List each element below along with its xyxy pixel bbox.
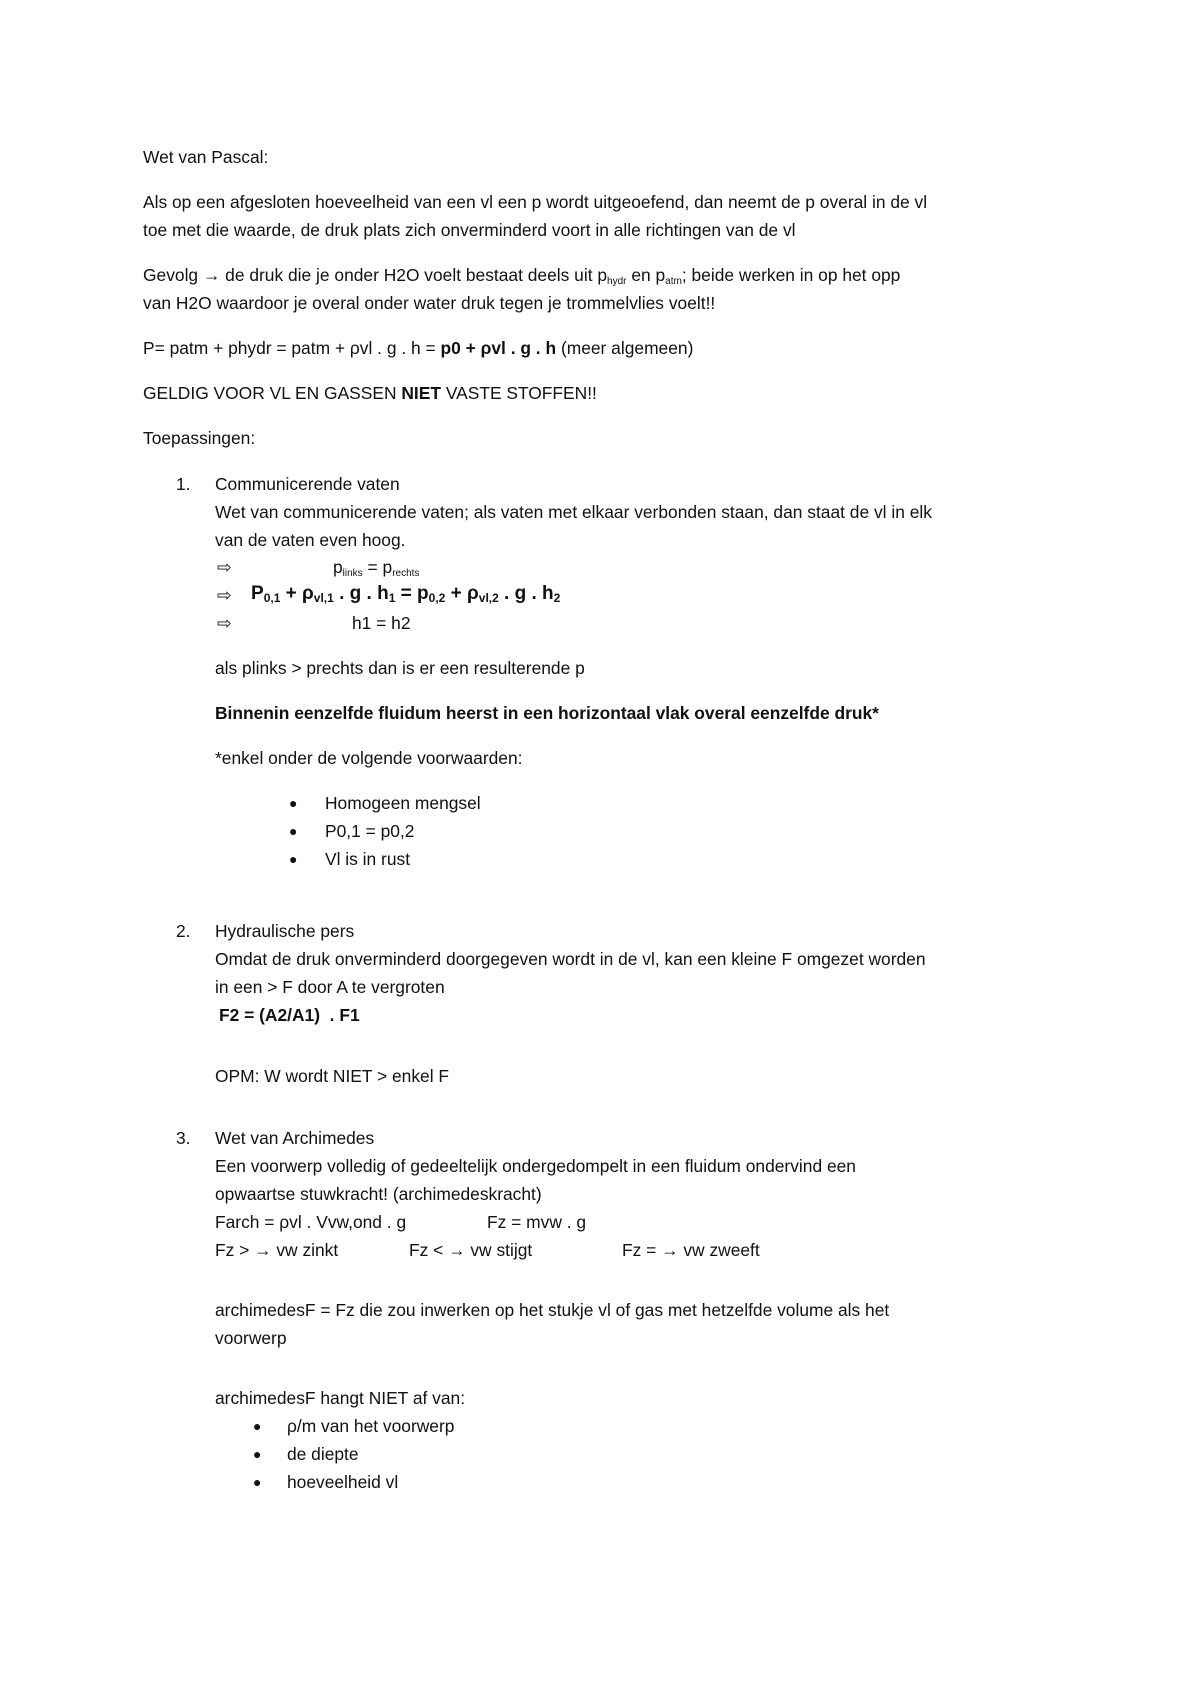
- item-3-desc-2: opwaartse stuwkracht! (archimedeskracht): [215, 1184, 542, 1204]
- case-rises: Fz < → vw stijgt: [409, 1240, 533, 1260]
- page-title: Wet van Pascal:: [143, 147, 269, 167]
- archimedes-def-2: voorwerp: [215, 1328, 287, 1348]
- niet-item: hoeveelheid vl: [287, 1472, 399, 1492]
- bullet-icon: ●: [253, 1474, 262, 1490]
- case-floats: Fz = → vw zweeft: [622, 1240, 760, 1260]
- implies-arrow-icon: ⇨: [217, 613, 232, 633]
- item-1-desc-2: van de vaten even hoog.: [215, 530, 406, 550]
- bullet-icon: ●: [253, 1418, 262, 1434]
- item-3-number: 3.: [176, 1128, 191, 1148]
- item-3-desc-1: Een voorwerp volledig of gedeeltelijk ondergedompelt in een fluidum ondervind een: [215, 1156, 856, 1176]
- bullet-icon: ●: [289, 851, 298, 867]
- gevolg-line-2: van H2O waardoor je overal onder water druk tegen je trommelvlies voelt!!: [143, 293, 716, 313]
- geldig-line: GELDIG VOOR VL EN GASSEN NIET VASTE STOFFEN!!: [143, 383, 597, 403]
- condition-item: Homogeen mengsel: [325, 793, 481, 813]
- arrow-right-icon: →: [661, 1240, 679, 1260]
- niet-item: ρ/m van het voorwerp: [287, 1416, 455, 1436]
- arrow-right-icon: →: [202, 265, 221, 285]
- bullet-icon: ●: [289, 823, 298, 839]
- toepassingen-heading: Toepassingen:: [143, 428, 256, 448]
- general-formula: P= patm + phydr = patm + ρvl . g . h = p0 + ρvl . g . h (meer algemeen): [143, 338, 694, 358]
- opm-note: OPM: W wordt NIET > enkel F: [215, 1066, 450, 1086]
- pascal-line-2: toe met die waarde, de druk plats zich onverminderd voort in alle richtingen van de vl: [143, 220, 796, 240]
- item-2-desc-1: Omdat de druk onverminderd doorgegeven wordt in de vl, kan een kleine F omgezet worden: [215, 949, 926, 969]
- farch-formula: Farch = ρvl . Vvw,ond . g: [215, 1212, 407, 1232]
- conditions-intro: *enkel onder de volgende voorwaarden:: [215, 748, 523, 768]
- arrow-right-icon: →: [448, 1240, 466, 1260]
- gevolg-line-1: Gevolg → de druk die je onder H2O voelt bestaat deels uit $p_{hydr}$ en $p_{atm}$; beide werken in op het opp: [143, 265, 901, 287]
- condition-item: Vl is in rust: [325, 849, 411, 869]
- item-2-desc-2: in een > F door A te vergroten: [215, 977, 445, 997]
- implies-arrow-icon: ⇨: [217, 585, 232, 605]
- eq-plinks-prechts: $p_{links} = p_{rechts}$: [333, 557, 420, 579]
- bold-law: Binnenin eenzelfde fluidum heerst in een horizontaal vlak overal eenzelfde druk*: [215, 703, 879, 723]
- item-3-title: Wet van Archimedes: [215, 1128, 375, 1148]
- arrow-right-icon: →: [254, 1240, 272, 1260]
- item-2-title: Hydraulische pers: [215, 921, 355, 941]
- resultant-line: als plinks > prechts dan is er een resulterende p: [215, 658, 585, 678]
- pascal-line-1: Als op een afgesloten hoeveelheid van een vl een p wordt uitgeoefend, dan neemt de p overal in de vl: [143, 192, 928, 212]
- bullet-icon: ●: [253, 1446, 262, 1462]
- eq-h1-h2: h1 = h2: [352, 613, 411, 633]
- item-1-number: 1.: [176, 474, 191, 494]
- fz-formula: Fz = mvw . g: [487, 1212, 587, 1232]
- item-1-desc-1: Wet van communicerende vaten; als vaten met elkaar verbonden staan, dan staat de vl in elk: [215, 502, 932, 522]
- bullet-icon: ●: [289, 795, 298, 811]
- implies-arrow-icon: ⇨: [217, 557, 232, 577]
- archimedes-def-1: archimedesF = Fz die zou inwerken op het stukje vl of gas met hetzelfde volume als het: [215, 1300, 890, 1320]
- case-sinks: Fz > → vw zinkt: [215, 1240, 339, 1260]
- hydraulic-formula: F2 = (A2/A1) . F1: [219, 1005, 360, 1025]
- niet-item: de diepte: [287, 1444, 359, 1464]
- eq-pressure-balance: $P_{0,1} + \rho_{vl,1}$ . g . $h_1 = p_{0,2} + \rho_{vl,2}$ . g . $h_2$: [251, 583, 561, 605]
- niet-intro: archimedesF hangt NIET af van:: [215, 1388, 466, 1408]
- condition-item: P0,1 = p0,2: [325, 821, 415, 841]
- item-1-title: Communicerende vaten: [215, 474, 400, 494]
- item-2-number: 2.: [176, 921, 191, 941]
